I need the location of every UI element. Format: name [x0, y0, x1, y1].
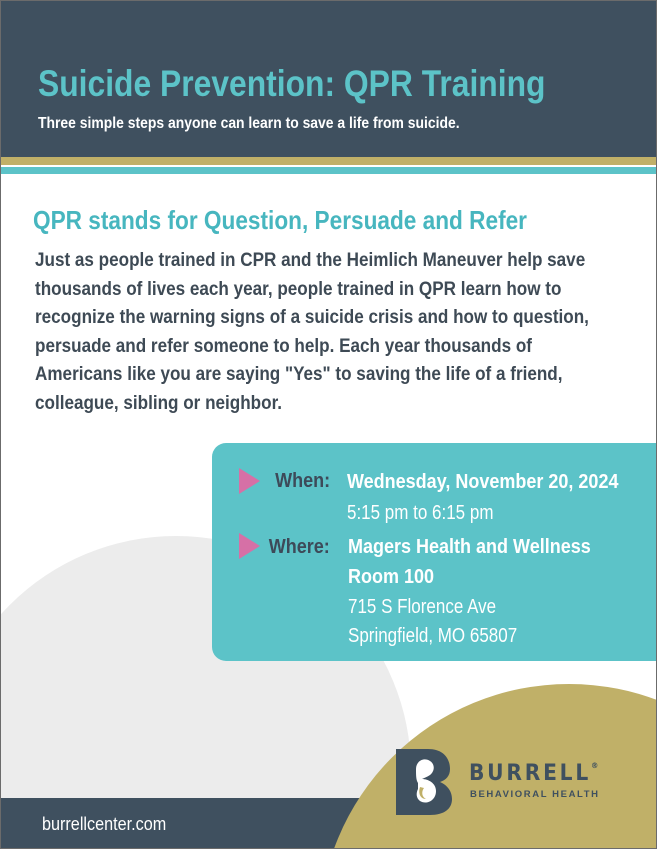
website-link[interactable]: burrellcenter.com	[42, 814, 167, 834]
body-line: thousands of lives each year, people trained in QPR learn how to	[35, 278, 562, 300]
page-subtitle: Three simple steps anyone can learn to save a life from suicide.	[38, 115, 460, 132]
event-city: Springfield, MO 65807	[348, 625, 518, 647]
burrell-logo-icon	[394, 747, 452, 815]
body-paragraph	[35, 247, 625, 418]
teal-stripe	[1, 167, 656, 174]
where-label: Where:	[268, 536, 330, 558]
gold-stripe	[1, 157, 656, 165]
logo-tagline: BEHAVIORAL HEALTH	[470, 789, 600, 800]
body-line: colleague, sibling or neighbor.	[35, 392, 283, 414]
event-date: Wednesday, November 20, 2024	[347, 471, 619, 493]
event-street: 715 S Florence Ave	[348, 596, 497, 618]
event-venue: Magers Health and Wellness	[348, 536, 591, 558]
where-arrow-icon	[239, 533, 260, 559]
logo-wordmark: BURRELL®	[469, 761, 599, 786]
event-room: Room 100	[348, 566, 435, 588]
body-line: Just as people trained in CPR and the Heimlich Maneuver help save	[35, 250, 586, 271]
page-title: Suicide Prevention: QPR Training	[38, 63, 546, 104]
when-arrow-icon	[239, 468, 260, 494]
body-line: recognize the warning signs of a suicide crisis and how to question,	[35, 307, 589, 328]
event-time: 5:15 pm to 6:15 pm	[347, 502, 494, 524]
body-line: Americans like you are saying "Yes" to saving the life of a friend,	[35, 364, 563, 385]
body-line: persuade and refer someone to help. Each year thousands of	[35, 335, 532, 357]
section-heading: QPR stands for Question, Persuade and Refer	[33, 205, 527, 235]
header-band	[1, 1, 656, 157]
when-label: When:	[275, 470, 330, 492]
